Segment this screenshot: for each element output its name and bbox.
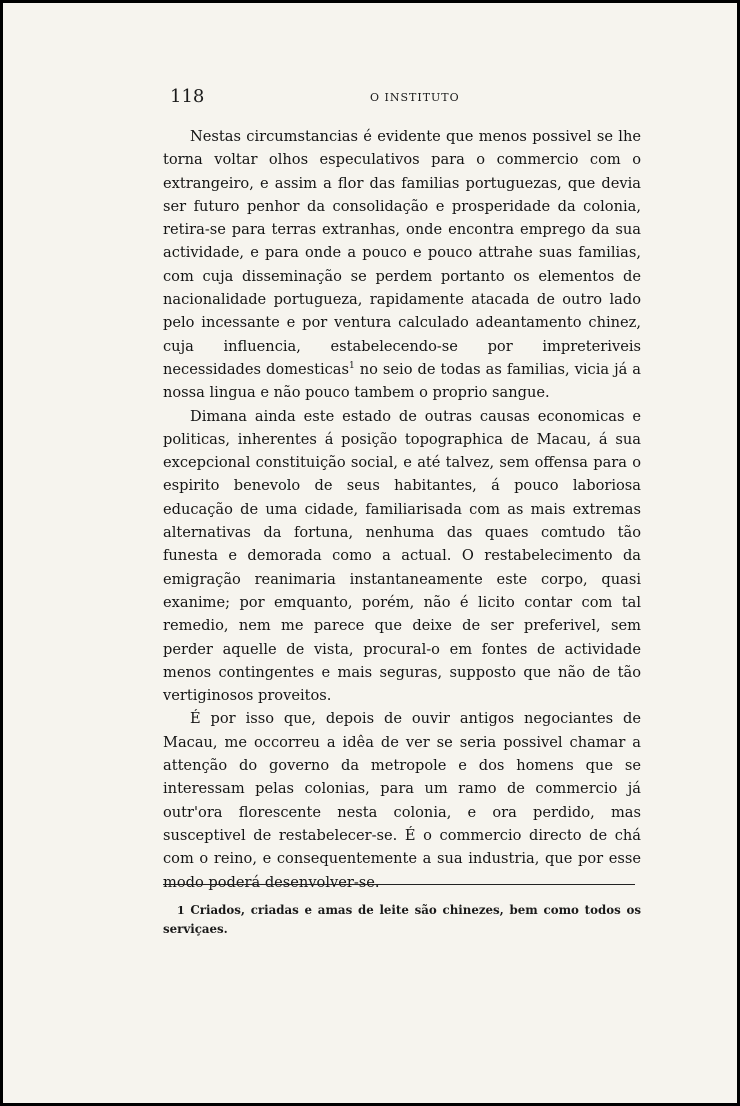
paragraph-3: É por isso que, depois de ouvir antigos negociantes de Macau, me occorreu a idêa de ver se seria possivel chamar a attenção do governo da metropole e dos homens que se interessam pelas colonias, para um ramo de commercio já outr'ora florescente nesta colonia, e ora perdido, mas susceptivel de restabelecer-se. É o commercio directo de chá com o reino, e consequentemente a sua industria, que por esse modo poderá desenvolver-se. xyxy=(163,710,641,891)
footnote xyxy=(163,901,641,938)
paragraph-1-continuation: no seio de todas as familias, vicia já a nossa lingua e não pouco tambem o proprio sangue. xyxy=(163,360,641,402)
paragraph-1 xyxy=(163,125,641,405)
footnote-text: Criados, criadas e amas de leite são chinezes, bem como todos os serviçaes. xyxy=(163,903,641,936)
page-number: 118 xyxy=(170,86,205,107)
book-page xyxy=(3,3,737,1103)
page-header xyxy=(170,86,645,110)
footnote-number: 1 xyxy=(177,904,185,917)
footnote-marker: 1 xyxy=(349,361,355,372)
running-title: O INSTITUTO xyxy=(370,91,460,104)
paragraph-2: Dimana ainda este estado de outras causas economicas e politicas, inherentes á posição topographica de Macau, á sua excepcional constituição social, e até talvez, sem offensa para o espirito benevolo de seus habitantes, á pouco laboriosa educação de uma cidade, familiarisada com as mais extremas alternativas da fortuna, nenhuma das quaes comtudo tão funesta e demorada como a actual. O restabelecimento da emigração reanimaria instantaneamente este corpo, quasi exanime; por emquanto, porém, não é licito contar com tal remedio, nem me parece que deixe de ser preferivel, sem perder aquelle de vista, procural-o em fontes de actividade menos contingentes e mais seguras, supposto que não de tão vertiginosos proveitos. xyxy=(163,407,641,705)
paragraph-1-text: Nestas circumstancias é evidente que menos possivel se lhe torna voltar olhos especulativos para o commercio com o extrangeiro, e assim a flor das familias portuguezas, que devia ser futuro penhor da consolidação e prosperidade da colonia, retira-se para terras extranhas, onde encontra emprego da sua actividade, e para onde a pouco e pouco attrahe suas familias, com cuja disseminação se perdem portanto os elementos de nacionalidade portugueza, rapidamente atacada de outro lado pelo incessante e por ventura calculado adeantamento chinez, cuja influencia, estabelecendo-se por impreteriveis necessidades domesticas xyxy=(163,128,641,378)
body-text xyxy=(163,125,641,894)
footnote-rule xyxy=(163,884,635,885)
